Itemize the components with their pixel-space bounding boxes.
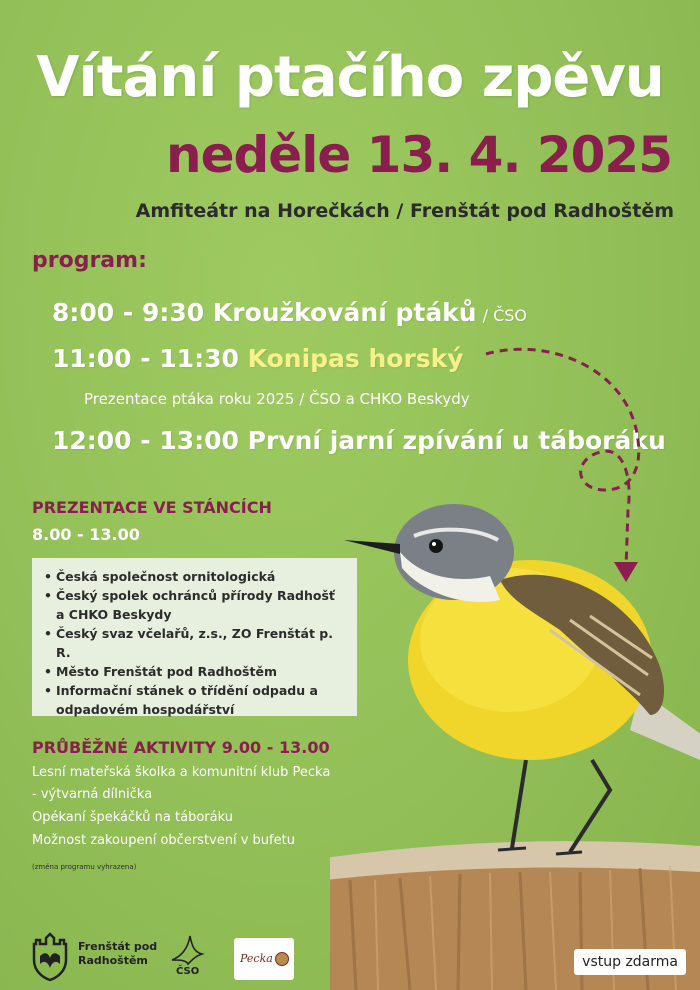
program-event: Kroužkování ptáků — [212, 298, 477, 327]
cso-logo — [168, 930, 208, 982]
program-time: 8:00 - 9:30 — [52, 298, 205, 327]
activities-heading: PRŮBĚŽNÉ AKTIVITY 9.00 - 13.00 — [32, 738, 330, 757]
activity-item: Lesní mateřská školka a komunitní klub Pecka — [32, 765, 331, 780]
activity-item: Možnost zakoupení občerstvení v bufetu — [32, 833, 295, 848]
cso-logo-text: ČSO — [176, 966, 200, 977]
free-entry-badge: vstup zdarma — [574, 949, 686, 975]
bird-legs — [498, 760, 610, 854]
bird-head — [344, 504, 514, 602]
program-heading: program: — [32, 248, 147, 273]
pecka-logo — [234, 938, 294, 980]
frenstat-logo-text: Frenštát pod — [78, 940, 158, 953]
pecka-logo-text: Pecka — [240, 952, 273, 965]
list-item: • Česká společnost ornitologická — [44, 567, 347, 586]
program-item — [52, 346, 464, 371]
event-date: neděle 13. 4. 2025 — [166, 126, 672, 184]
stands-time: 8.00 - 13.00 — [32, 525, 140, 544]
event-title: Vítání ptačího zpěvu — [36, 45, 664, 110]
program-time: 12:00 - 13:00 — [52, 426, 239, 455]
frenstat-logo — [30, 930, 160, 982]
activity-item: Opékaní špekáčků na táboráku — [32, 810, 233, 825]
list-item: • Informační stánek o třídění odpadu a odpadovém hospodářství — [44, 681, 347, 719]
stands-heading: PREZENTACE VE STÁNCÍCH — [32, 498, 272, 517]
nut-icon — [274, 951, 290, 967]
program-note: (změna programu vyhrazena) — [32, 863, 137, 871]
list-item: • Český svaz včelařů, z.s., ZO Frenštát p. R. — [44, 624, 347, 662]
program-event: První jarní zpívání u táboráku — [247, 426, 666, 455]
program-org: / ČSO — [482, 306, 528, 325]
program-time: 11:00 - 11:30 — [52, 344, 239, 373]
program-subtitle: Prezentace ptáka roku 2025 / ČSO a CHKO Beskydy — [84, 390, 470, 408]
activity-item: - výtvarná dílnička — [32, 787, 153, 802]
list-item: • Český spolek ochránců přírody Radhošť a CHKO Beskydy — [44, 586, 347, 624]
castle-icon — [30, 930, 70, 982]
wagtail-bird-image — [330, 480, 700, 990]
program-event: Konipas horský — [247, 344, 464, 373]
bird-silhouette-icon — [168, 930, 208, 966]
stands-list-box — [32, 558, 357, 716]
program-item — [52, 300, 527, 325]
list-item: • Město Frenštát pod Radhoštěm — [44, 662, 347, 681]
frenstat-logo-text: Radhoštěm — [78, 954, 148, 967]
event-venue: Amfiteátr na Horečkách / Frenštát pod Radhoštěm — [135, 200, 674, 222]
